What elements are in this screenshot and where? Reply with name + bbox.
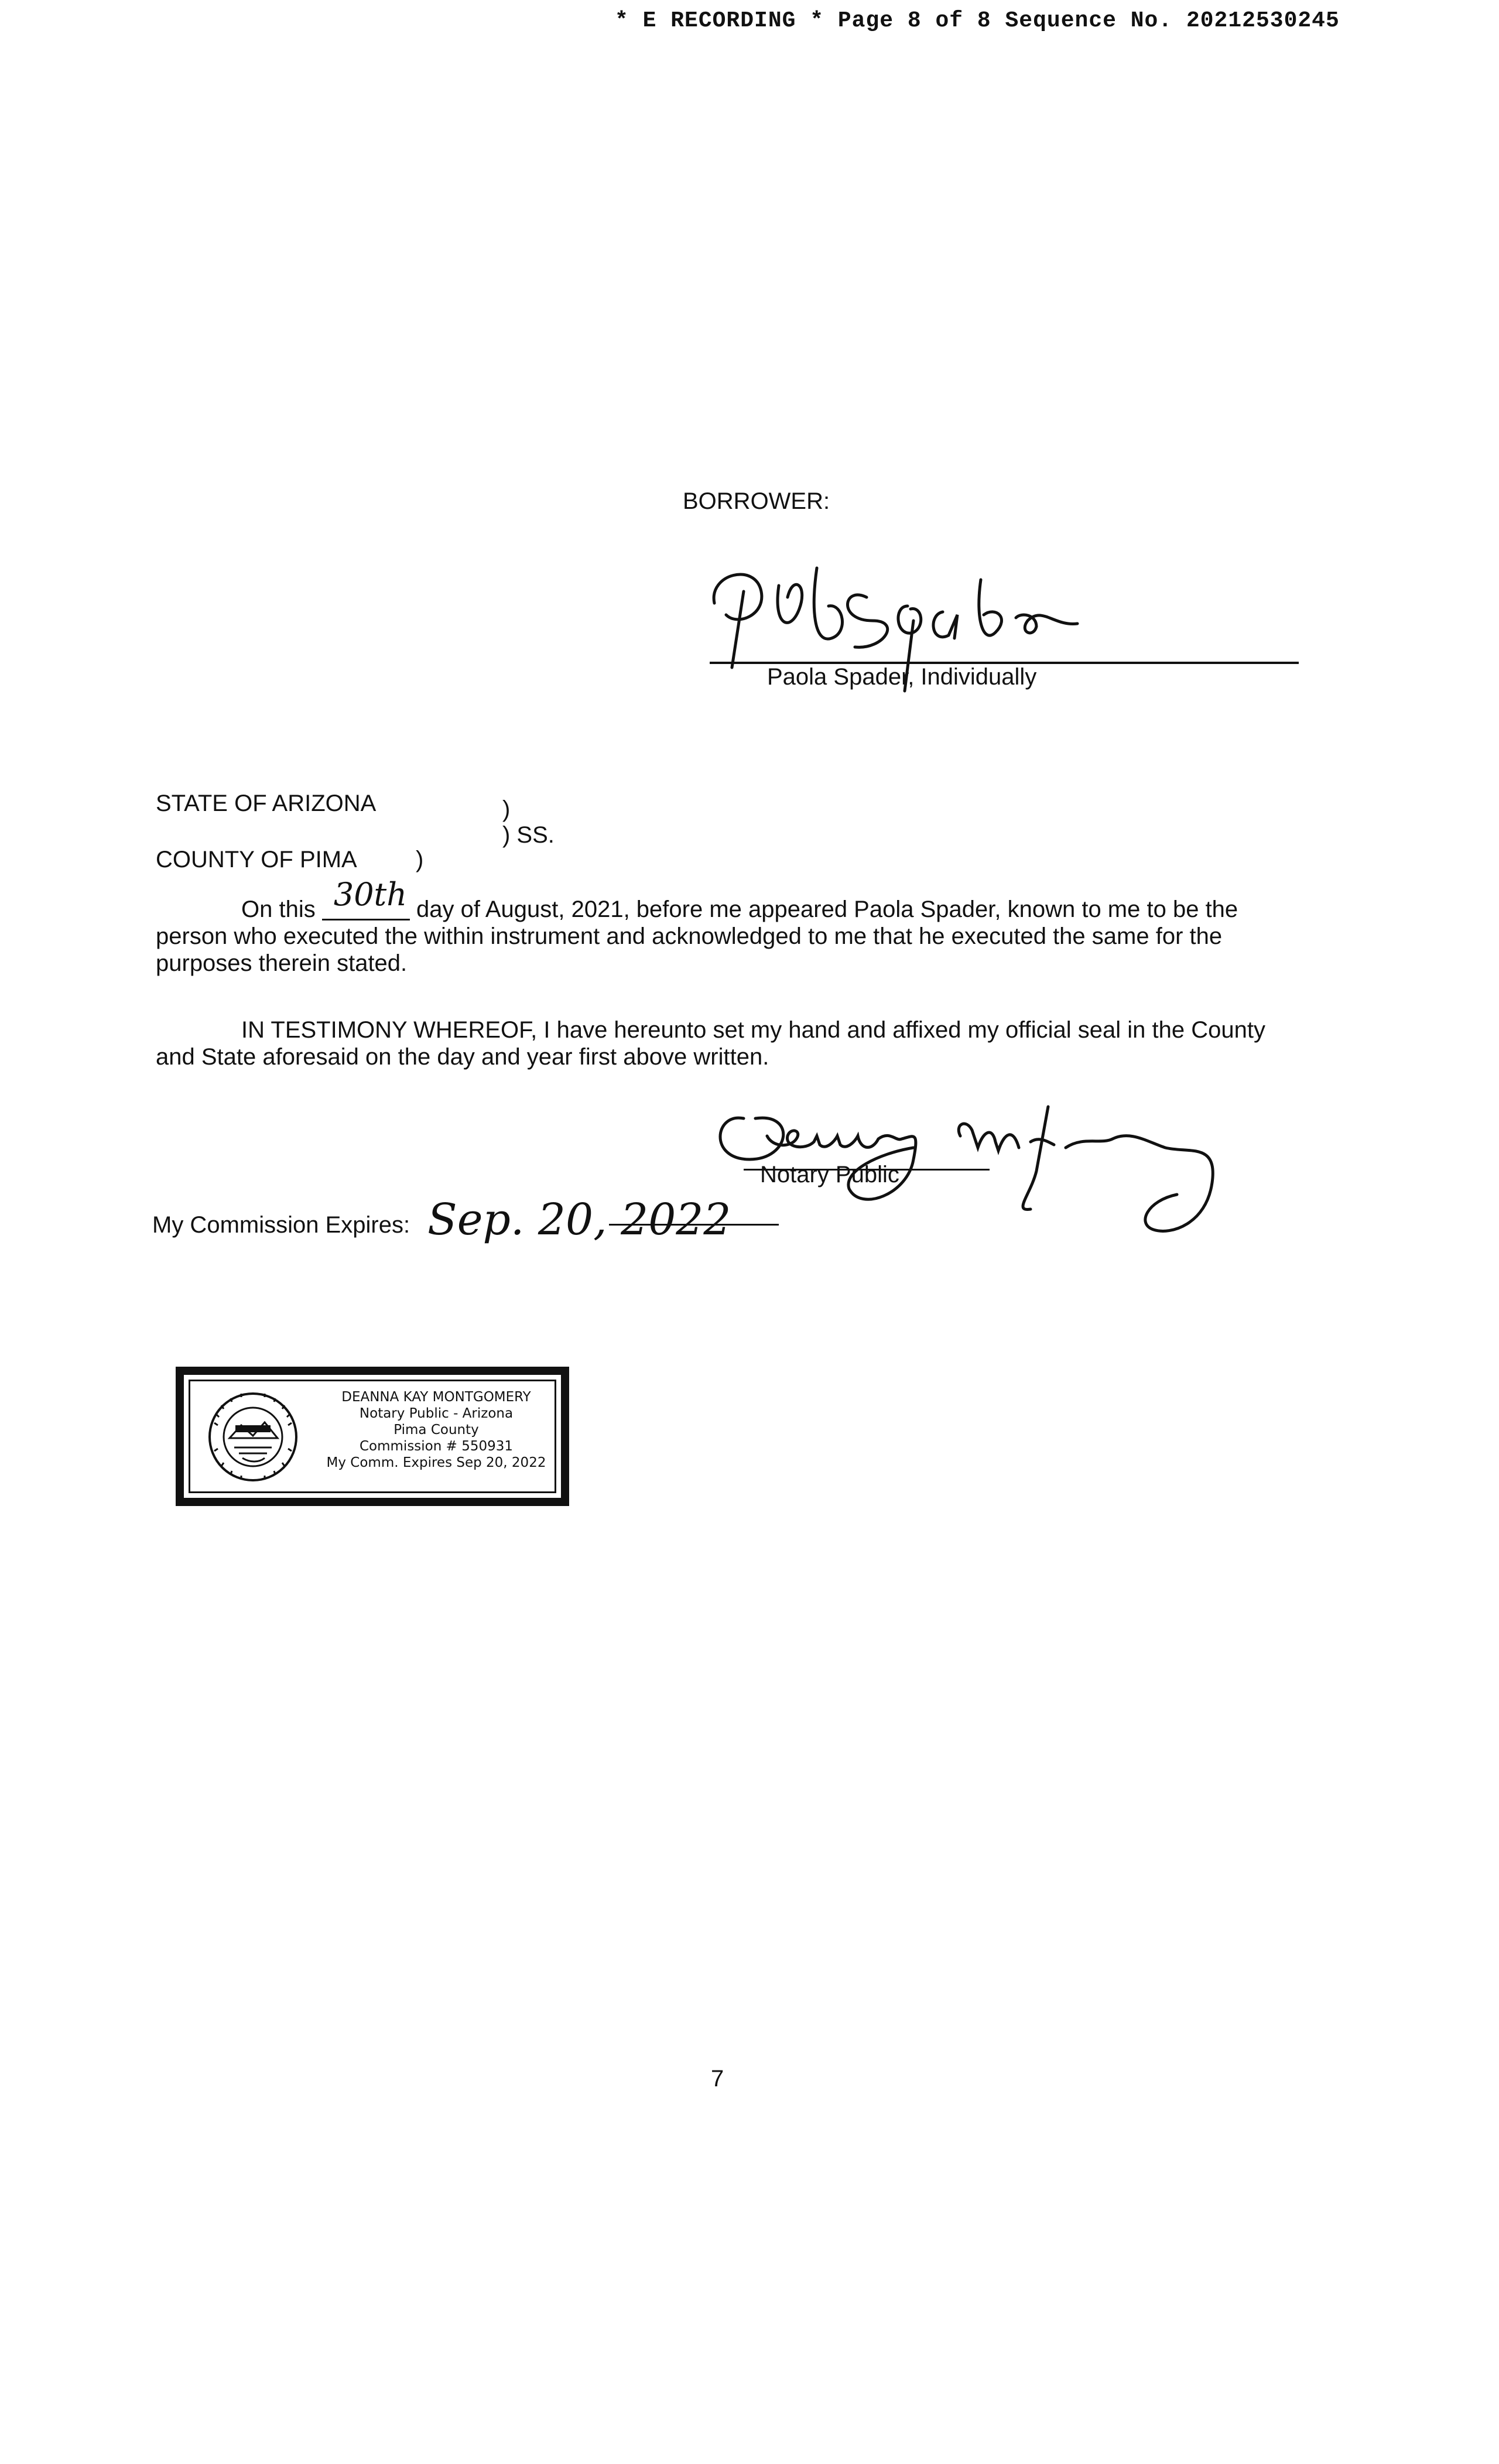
ack-prefix: On this	[241, 896, 316, 922]
stamp-text-block	[322, 1389, 550, 1471]
acknowledgment-paragraph	[156, 876, 1292, 977]
testimony-paragraph: IN TESTIMONY WHEREOF, I have hereunto set my hand and affixed my official seal in the County and State aforesaid on the day and year first above written.	[156, 1017, 1265, 1070]
ack-body: day of August, 2021, before me appeared Paola Spader, known to me to be the person who executed the within instrument and acknowledged to me that he executed the same for the purposes therein stated.	[156, 896, 1238, 976]
venue-state: STATE OF ARIZONA	[156, 790, 377, 816]
stamp-notary-name: DEANNA KAY MONTGOMERY	[341, 1390, 531, 1405]
stamp-county: Pima County	[393, 1422, 479, 1438]
venue-county: COUNTY OF PIMA	[156, 847, 357, 872]
notary-public-label: Notary Public	[760, 1162, 899, 1187]
borrower-label: BORROWER:	[683, 488, 830, 514]
ack-day-blank	[322, 876, 410, 920]
venue-paren-2: )	[416, 847, 424, 872]
ack-handwritten-day: 30th	[333, 876, 408, 913]
notary-stamp	[176, 1367, 569, 1506]
commission-expires-handwritten: Sep. 20, 2022	[427, 1195, 731, 1245]
recording-banner: * E RECORDING * Page 8 of 8 Sequence No. 20212530245	[615, 8, 1340, 33]
borrower-name-label: Paola Spader, Individually	[767, 664, 1037, 690]
stamp-commission-number: Commission # 550931	[359, 1439, 514, 1454]
venue-paren-1: )	[502, 796, 511, 822]
commission-expires-label: My Commission Expires:	[152, 1212, 410, 1238]
venue-ss: ) SS.	[502, 822, 555, 848]
stamp-commission-expires: My Comm. Expires Sep 20, 2022	[326, 1455, 546, 1470]
commission-underline	[609, 1224, 779, 1226]
stamp-notary-title: Notary Public - Arizona	[359, 1406, 514, 1421]
page-number: 7	[711, 2066, 724, 2092]
arizona-seal-icon	[206, 1390, 300, 1484]
